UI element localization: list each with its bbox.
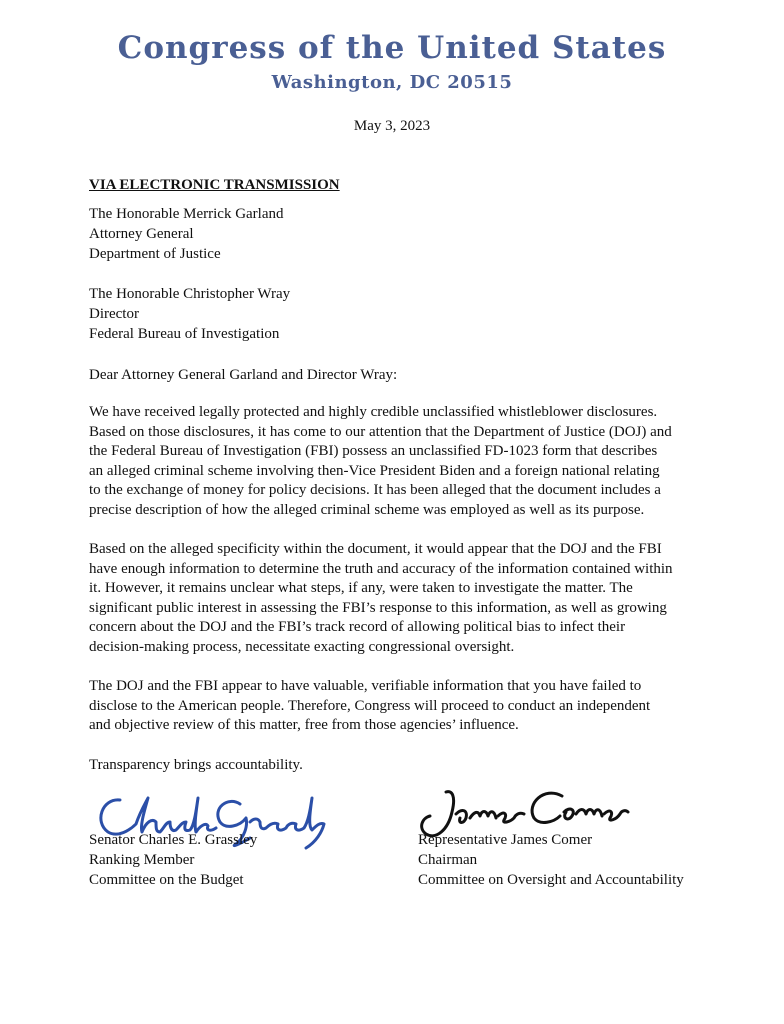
paragraph-line: The DOJ and the FBI appear to have valuable, verifiable information that you have failed to xyxy=(89,678,642,694)
letterhead-title: Congress of the United States xyxy=(117,30,667,66)
signatory-committee: Committee on the Budget xyxy=(89,872,244,888)
body-paragraph xyxy=(89,403,719,521)
paragraph-line: and objective review of this matter, free from those agencies’ influence. xyxy=(89,717,519,734)
letter-date: May 3, 2023 xyxy=(353,118,431,134)
paragraph-line: an alleged criminal scheme involving then-Vice President Biden and a foreign national relating xyxy=(89,462,660,479)
paragraph-line: Based on those disclosures, it has come to our attention that the Department of Justice (DOJ) and xyxy=(89,423,672,440)
paragraph-line: We have received legally protected and highly credible unclassified whistleblower disclosures. xyxy=(89,404,658,420)
recipient-block xyxy=(89,204,284,264)
salutation: Dear Attorney General Garland and Director Wray: xyxy=(89,367,398,383)
paragraph-line: significant public interest in assessing the FBI’s response to this information, as well as growing xyxy=(89,599,667,616)
body-paragraph xyxy=(89,677,719,736)
paragraph-line: the Federal Bureau of Investigation (FBI) possess an unclassified FD-1023 form that describes xyxy=(89,443,658,460)
signatory-name: Representative James Comer xyxy=(418,832,593,848)
recipient-department: Federal Bureau of Investigation xyxy=(89,326,280,342)
body-paragraph xyxy=(89,540,719,658)
signatory-role: Ranking Member xyxy=(89,852,195,868)
signatory-name: Senator Charles E. Grassley xyxy=(89,832,258,848)
signatory-committee: Committee on Oversight and Accountability xyxy=(418,872,684,888)
recipient-name: The Honorable Christopher Wray xyxy=(89,286,291,302)
paragraph-line: concern about the DOJ and the FBI’s track record of allowing political bias to infect their xyxy=(89,619,626,636)
paragraph-line: disclose to the American people. Therefore, Congress will proceed to conduct an independent xyxy=(89,697,651,714)
paragraph-line: precise description of how the alleged criminal scheme was employed as well as its purpose. xyxy=(89,501,645,518)
closing-line: Transparency brings accountability. xyxy=(89,757,303,773)
recipient-title: Director xyxy=(89,306,139,322)
recipient-title: Attorney General xyxy=(89,226,194,242)
recipient-name: The Honorable Merrick Garland xyxy=(89,206,284,222)
letterhead-address: Washington, DC 20515 xyxy=(271,72,513,93)
paragraph-line: have enough information to determine the truth and accuracy of the information contained within xyxy=(89,560,673,577)
paragraph-line: to the exchange of money for policy decisions. It has been alleged that the document includes a xyxy=(89,482,661,499)
recipient-department: Department of Justice xyxy=(89,246,221,262)
signatory-role: Chairman xyxy=(418,852,478,868)
recipient-block xyxy=(89,284,290,344)
paragraph-line: it. However, it remains unclear what steps, if any, were taken to investigate the matter. The xyxy=(89,580,633,597)
paragraph-line: decision-making process, necessitate exacting congressional oversight. xyxy=(89,638,515,655)
paragraph-line: Based on the alleged specificity within the document, it would appear that the DOJ and the FBI xyxy=(89,541,662,557)
transmission-method: VIA ELECTRONIC TRANSMISSION xyxy=(89,177,340,193)
